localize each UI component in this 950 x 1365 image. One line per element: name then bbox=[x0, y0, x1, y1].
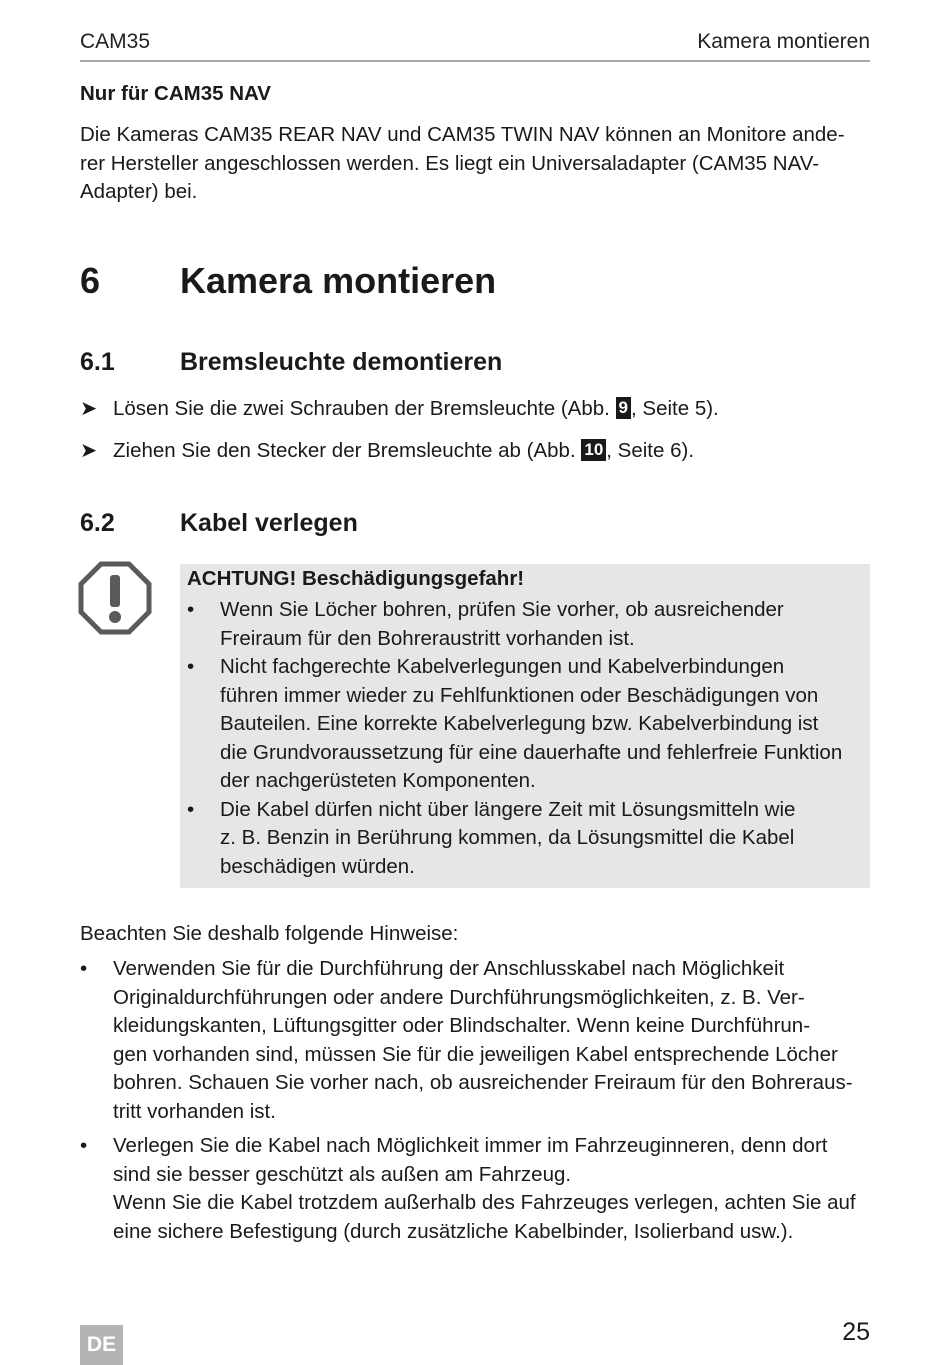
bullet: • bbox=[80, 1134, 88, 1157]
notes-item bbox=[80, 955, 870, 1126]
subsection-title: Kabel verlegen bbox=[180, 509, 358, 537]
figure-ref-badge: 9 bbox=[616, 397, 631, 419]
notes-line: Originaldurchführungen oder andere Durchführungsmöglichkeiten, z. B. Ver- bbox=[113, 985, 805, 1009]
step-text: Ziehen Sie den Stecker der Bremsleuchte ab (Abb. bbox=[113, 439, 576, 462]
intro-line: Adapter) bei. bbox=[80, 180, 198, 203]
notes-line: tritt vorhanden ist. bbox=[113, 1099, 276, 1123]
notes-item bbox=[80, 1132, 870, 1246]
warning-item bbox=[187, 596, 867, 653]
warning-list bbox=[187, 596, 867, 881]
intro-paragraph bbox=[80, 121, 880, 207]
notes-list bbox=[80, 955, 870, 1246]
arrow-icon: ➤ bbox=[80, 439, 98, 462]
notes-line: Wenn Sie die Kabel trotzdem außerhalb des Fahrzeuges verlegen, achten Sie auf bbox=[113, 1191, 856, 1214]
intro-heading: Nur für CAM35 NAV bbox=[80, 82, 271, 105]
step-text-tail: , Seite 6). bbox=[606, 439, 695, 462]
bullet: • bbox=[187, 655, 195, 678]
notes-line: bohren. Schauen Sie vorher nach, ob ausreichender Freiraum für den Bohreraus- bbox=[113, 1071, 853, 1094]
warning-title: ACHTUNG! Beschädigungsgefahr! bbox=[187, 567, 525, 590]
notes-line: gen vorhanden sind, müssen Sie für die jeweiligen Kabel entsprechende Löcher bbox=[113, 1042, 838, 1066]
intro-line: rer Hersteller angeschlossen werden. Es liegt ein Universaladapter (CAM35 NAV- bbox=[80, 151, 820, 175]
step-item bbox=[80, 437, 870, 465]
intro-line: Die Kameras CAM35 REAR NAV und CAM35 TWIN NAV können an Monitore ande- bbox=[80, 123, 845, 146]
bullet: • bbox=[187, 598, 195, 621]
page-number: 25 bbox=[842, 1318, 870, 1346]
subsection-number: 6.1 bbox=[80, 348, 115, 376]
step-text-tail: , Seite 5). bbox=[631, 397, 719, 420]
warning-line: Bauteilen. Eine korrekte Kabelverlegung bzw. Kabelverbindung ist bbox=[220, 712, 819, 735]
header-rule bbox=[80, 60, 870, 62]
warning-line: Die Kabel dürfen nicht über längere Zeit mit Lösungsmitteln wie bbox=[220, 797, 796, 821]
warning-line: z. B. Benzin in Berührung kommen, da Lösungsmittel die Kabel bbox=[220, 826, 795, 849]
language-badge: DE bbox=[80, 1325, 123, 1365]
notes-line: sind sie besser geschützt als außen am Fahrzeug. bbox=[113, 1162, 572, 1186]
notes-intro: Beachten Sie deshalb folgende Hinweise: bbox=[80, 922, 459, 945]
notes-line: Verlegen Sie die Kabel nach Möglichkeit immer im Fahrzeuginneren, denn dort bbox=[113, 1134, 828, 1157]
section-title: Kamera montieren bbox=[180, 260, 497, 301]
warning-line: der nachgerüsteten Komponenten. bbox=[220, 769, 536, 792]
warning-line: beschädigen würden. bbox=[220, 854, 415, 878]
notes-line: kleidungskanten, Lüftungsgitter oder Blindschalter. Wenn keine Durchführun- bbox=[113, 1014, 811, 1037]
subsection-number: 6.2 bbox=[80, 509, 115, 537]
notes-line: Verwenden Sie für die Durchführung der Anschlusskabel nach Möglichkeit bbox=[113, 957, 785, 980]
warning-line: Freiraum für den Bohreraustritt vorhanden ist. bbox=[220, 626, 635, 650]
header-doc-title: CAM35 bbox=[80, 30, 151, 53]
header-chapter-title: Kamera montieren bbox=[697, 30, 870, 53]
warning-line: führen immer wieder zu Fehlfunktionen oder Beschädigungen von bbox=[220, 683, 819, 707]
bullet: • bbox=[80, 957, 88, 980]
warning-line: Nicht fachgerechte Kabelverlegungen und Kabelverbindungen bbox=[220, 655, 785, 678]
warning-line: die Grundvoraussetzung für eine dauerhafte und fehlerfreie Funktion bbox=[220, 740, 843, 764]
arrow-icon: ➤ bbox=[80, 397, 98, 420]
warning-item bbox=[187, 653, 867, 796]
bullet: • bbox=[187, 797, 195, 821]
step-item bbox=[80, 395, 870, 423]
figure-ref-badge: 10 bbox=[581, 439, 606, 461]
warning-item bbox=[187, 796, 867, 882]
warning-line: Wenn Sie Löcher bohren, prüfen Sie vorher, ob ausreichender bbox=[220, 598, 784, 621]
notes-line: eine sichere Befestigung (durch zusätzliche Kabelbinder, Isolierband usw.). bbox=[113, 1219, 794, 1243]
section-number: 6 bbox=[80, 260, 101, 301]
warning-octagon-icon bbox=[78, 561, 152, 635]
step-text: Lösen Sie die zwei Schrauben der Bremsleuchte (Abb. bbox=[113, 397, 610, 420]
subsection-title: Bremsleuchte demontieren bbox=[180, 348, 503, 376]
